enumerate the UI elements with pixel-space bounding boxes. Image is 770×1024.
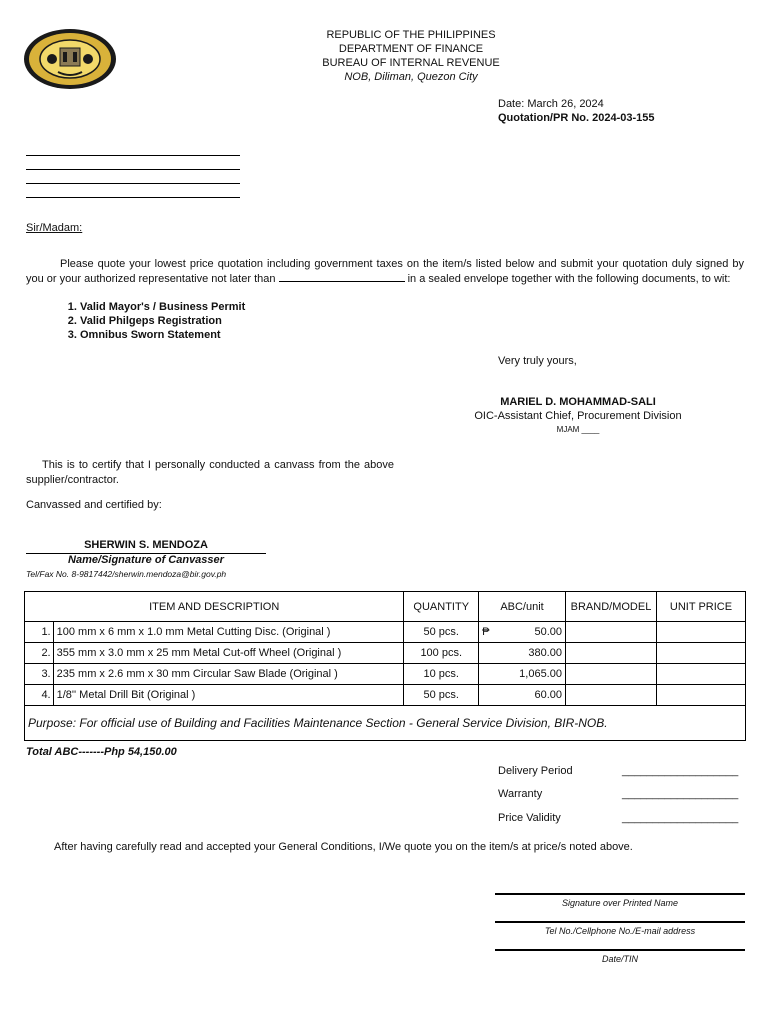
delivery-period-field[interactable]: ___________________	[622, 765, 739, 777]
addressee-line	[26, 169, 240, 170]
contact-label: Tel No./Cellphone No./E-mail address	[544, 926, 696, 936]
acceptance-statement: After having carefully read and accepted your General Conditions, I/We quote you on the item/s at price/s noted above.	[54, 841, 633, 853]
canvasser-name: SHERWIN S. MENDOZA	[84, 539, 208, 551]
addressee-line	[26, 197, 240, 198]
intro-text-before: Please quote your lowest price quotation including government taxes on the item/s listed below and submit your quotation duly signed by you or your authorized representative not later than	[26, 258, 744, 285]
header-unit-price: UNIT PRICE	[657, 592, 746, 622]
warranty-label: Warranty	[498, 788, 543, 800]
header-abc-unit: ABC/unit	[479, 592, 566, 622]
item-abc: 1,065.00	[479, 664, 566, 685]
salutation: Sir/Madam:	[26, 222, 83, 234]
item-quantity: 50 pcs.	[404, 622, 479, 643]
header-quantity: QUANTITY	[404, 592, 479, 622]
date-tin-field[interactable]	[495, 949, 745, 964]
table-row	[25, 685, 746, 706]
item-description: 100 mm x 6 mm x 1.0 mm Metal Cutting Disc. (Original )	[53, 622, 404, 643]
table-row	[25, 664, 746, 685]
header-department: DEPARTMENT OF FINANCE	[338, 43, 484, 55]
item-description: 1/8'' Metal Drill Bit (Original )	[53, 685, 404, 706]
quotation-number: Quotation/PR No. 2024-03-155	[498, 112, 655, 124]
agency-header	[250, 28, 572, 84]
deadline-blank[interactable]	[279, 272, 405, 282]
canvasser-contact: Tel/Fax No. 8-9817442/sherwin.mendoza@bir.gov.ph	[26, 569, 227, 579]
document-meta	[498, 97, 655, 125]
peso-sign: ₱	[482, 626, 490, 638]
item-quantity: 50 pcs.	[404, 685, 479, 706]
signatory-initials: MJAM ____	[556, 425, 600, 434]
warranty-field[interactable]: ___________________	[622, 788, 739, 800]
item-quantity: 100 pcs.	[404, 643, 479, 664]
signature-over-name-field[interactable]	[495, 893, 745, 908]
purpose-text: Purpose: For official use of Building and Facilities Maintenance Section - General Service Division, BIR-NOB.	[25, 706, 746, 741]
contact-info-field[interactable]	[495, 921, 745, 936]
item-description: 355 mm x 3.0 mm x 25 mm Metal Cut-off Wheel (Original )	[53, 643, 404, 664]
certification-text: This is to certify that I personally conducted a canvass from the above supplier/contractor.	[26, 459, 394, 486]
header-brand-model: BRAND/MODEL	[565, 592, 656, 622]
item-brand-input[interactable]	[565, 622, 656, 643]
bir-seal-logo	[22, 28, 118, 90]
item-price-input[interactable]	[657, 643, 746, 664]
date-tin-label: Date/TIN	[601, 954, 638, 964]
item-number: 2.	[25, 643, 54, 664]
header-republic: REPUBLIC OF THE PHILIPPINES	[326, 29, 496, 41]
table-row	[25, 643, 746, 664]
intro-text-after: in a sealed envelope together with the following documents, to wit:	[407, 273, 731, 285]
header-bureau: BUREAU OF INTERNAL REVENUE	[322, 57, 500, 69]
signatory-title: OIC-Assistant Chief, Procurement Division	[474, 410, 682, 422]
requirement-item: 3. Omnibus Sworn Statement	[80, 328, 245, 342]
intro-paragraph	[26, 257, 744, 287]
signature-label: Signature over Printed Name	[561, 898, 679, 908]
item-price-input[interactable]	[657, 664, 746, 685]
purpose-row	[25, 706, 746, 741]
header-address: NOB, Diliman, Quezon City	[344, 71, 478, 83]
total-abc: Total ABC-------Php 54,150.00	[26, 746, 177, 758]
requirement-item: 1. Valid Mayor's / Business Permit	[80, 300, 245, 314]
item-quantity: 10 pcs.	[404, 664, 479, 685]
item-abc: 380.00	[479, 643, 566, 664]
quotation-date: Date: March 26, 2024	[498, 98, 604, 110]
item-brand-input[interactable]	[565, 643, 656, 664]
canvassed-label: Canvassed and certified by:	[26, 499, 162, 511]
header-item-description: ITEM AND DESCRIPTION	[25, 592, 404, 622]
requirements-list	[66, 300, 245, 342]
item-number: 4.	[25, 685, 54, 706]
delivery-period-label: Delivery Period	[498, 765, 573, 777]
quotation-items-table	[24, 591, 746, 741]
table-row	[25, 622, 746, 643]
table-header-row	[25, 592, 746, 622]
item-price-input[interactable]	[657, 685, 746, 706]
price-validity-field[interactable]: ___________________	[622, 812, 739, 824]
item-brand-input[interactable]	[565, 664, 656, 685]
valediction: Very truly yours,	[498, 355, 577, 367]
signatory-block	[448, 395, 708, 437]
item-abc	[479, 622, 566, 643]
item-abc-value: 50.00	[534, 626, 562, 638]
price-validity-label: Price Validity	[498, 812, 561, 824]
item-price-input[interactable]	[657, 622, 746, 643]
item-number: 3.	[25, 664, 54, 685]
item-description: 235 mm x 2.6 mm x 30 mm Circular Saw Blade (Original )	[53, 664, 404, 685]
item-number: 1.	[25, 622, 54, 643]
requirement-item: 2. Valid Philgeps Registration	[80, 314, 245, 328]
item-brand-input[interactable]	[565, 685, 656, 706]
addressee-line	[26, 183, 240, 184]
item-abc: 60.00	[479, 685, 566, 706]
signatory-name: MARIEL D. MOHAMMAD-SALI	[500, 396, 656, 408]
addressee-line	[26, 155, 240, 156]
canvasser-caption: Name/Signature of Canvasser	[68, 554, 224, 566]
